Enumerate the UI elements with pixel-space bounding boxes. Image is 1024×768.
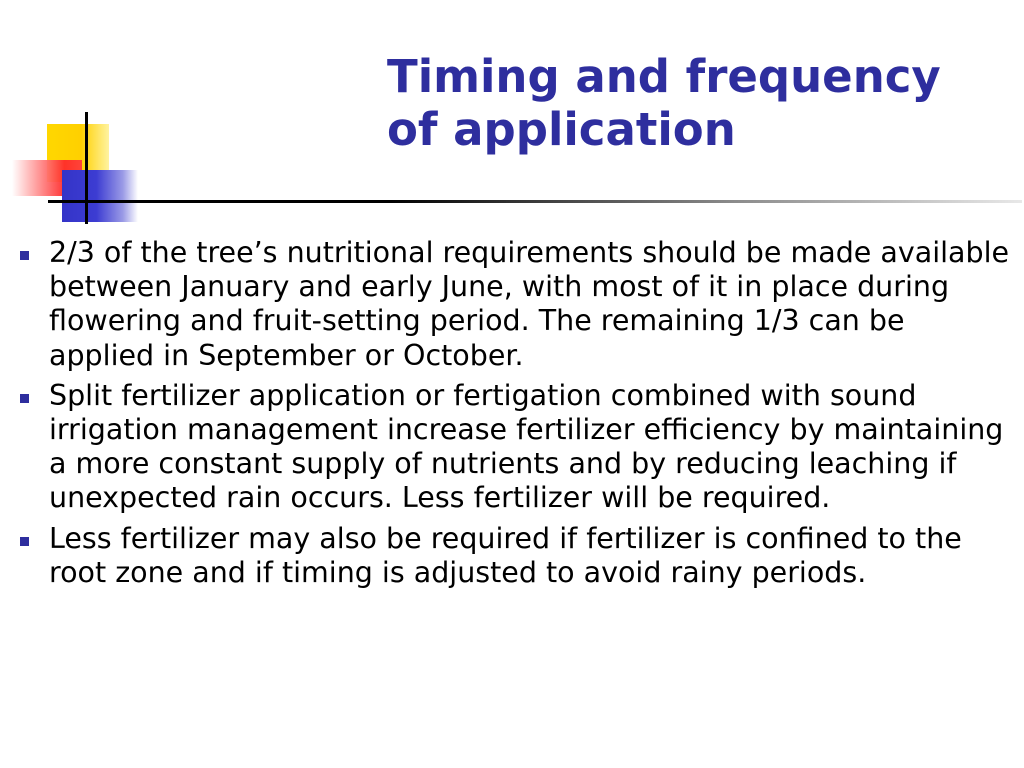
slide-title	[387, 50, 1017, 156]
bullet-square-icon	[20, 537, 29, 546]
bullet-item	[20, 522, 1010, 590]
bullet-text: Split fertilizer application or fertigation combined with sound irrigation management increase fertilizer efficiency by maintaining a more constant supply of nutrients and by reducing leaching if unexpected rain occurs. Less fertilizer will be required.	[49, 378, 1004, 515]
bullet-text: 2/3 of the tree’s nutritional requirements should be made available between January and early June, with most of it in place during flowering and fruit-setting period. The remaining 1/3 can be applied in September or October.	[49, 236, 1010, 372]
blue-square-decoration	[62, 170, 138, 222]
title-underline-divider	[48, 200, 1022, 203]
bullet-square-icon	[20, 394, 29, 403]
bullet-square-icon	[20, 251, 29, 260]
bullet-item	[20, 236, 1010, 373]
bullet-text: Less fertilizer may also be required if fertilizer is confined to the root zone and if timing is adjusted to avoid rainy periods.	[49, 521, 962, 589]
bullet-item	[20, 379, 1010, 516]
vertical-line-decoration	[85, 112, 88, 224]
bullet-list	[20, 236, 1010, 596]
slide-title-line-1: Timing and frequency	[387, 50, 941, 103]
slide-title-line-2: of application	[387, 103, 736, 157]
